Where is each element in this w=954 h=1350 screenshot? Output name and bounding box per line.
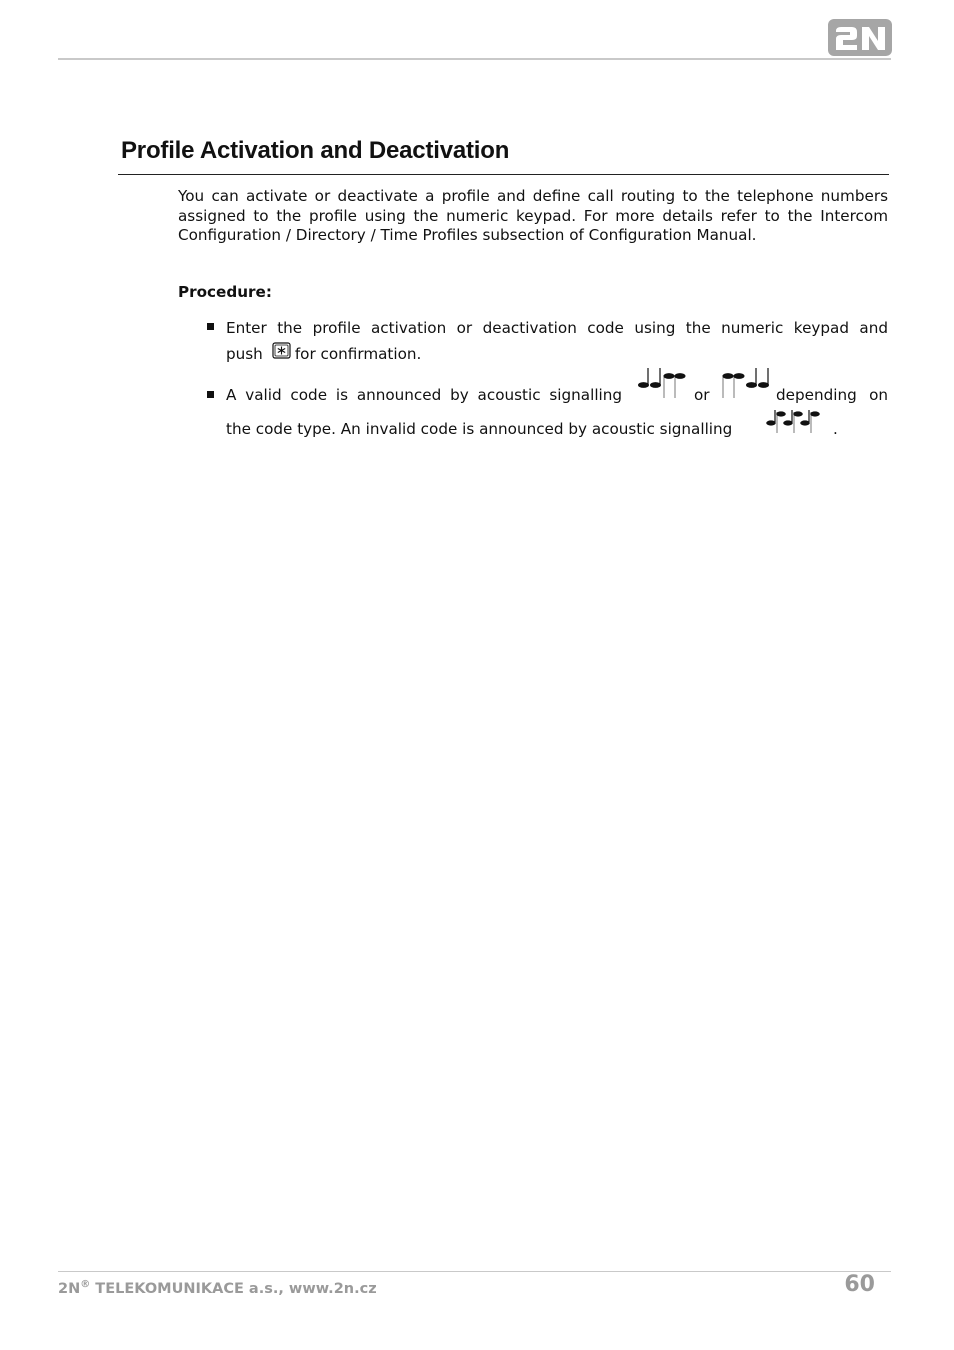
section-title: Profile Activation and Deactivation [121,137,510,164]
valid-code-tone-alt-icon [721,366,773,400]
page-number: 60 [844,1272,875,1297]
brand-logo-2n [828,19,892,56]
step2-or-text: or [694,386,710,404]
intro-paragraph: You can activate or deactivate a profile and define call routing to the telephone numbers assigned to the profile using the numeric keypad. For more details refer to the Intercom Configuration / Directory / Time Profiles subsection of Configuration Manual. [178,187,888,244]
footer-brand: 2N [58,1281,81,1297]
footer-company-name: TELEKOMUNIKACE a.s., www.2n.cz [95,1281,377,1297]
step1-line1: Enter the profile activation or deactivation code using the numeric keypad and [226,319,888,337]
step2-start-text: A valid code is announced by acoustic signalling [226,386,623,404]
step1-line2 [226,345,421,363]
step2-depending-text: depending on [776,386,888,404]
registered-mark: ® [80,1279,91,1290]
bullet-icon [207,323,214,330]
procedure-label: Procedure: [178,283,272,301]
footer-company [58,1279,377,1297]
step1-end-text: for confirmation. [294,345,422,363]
star-key-icon [272,342,292,360]
valid-code-tone-icon [637,366,689,400]
step1-push-text: push [226,345,263,363]
title-underline [118,174,889,175]
bullet-icon [207,391,214,398]
step2-line2: the code type. An invalid code is announced by acoustic signalling [226,420,733,438]
footer-divider [58,1271,891,1272]
header-divider [58,58,891,60]
invalid-code-tone-icon [766,409,830,435]
step2-end-text: . [833,420,838,438]
